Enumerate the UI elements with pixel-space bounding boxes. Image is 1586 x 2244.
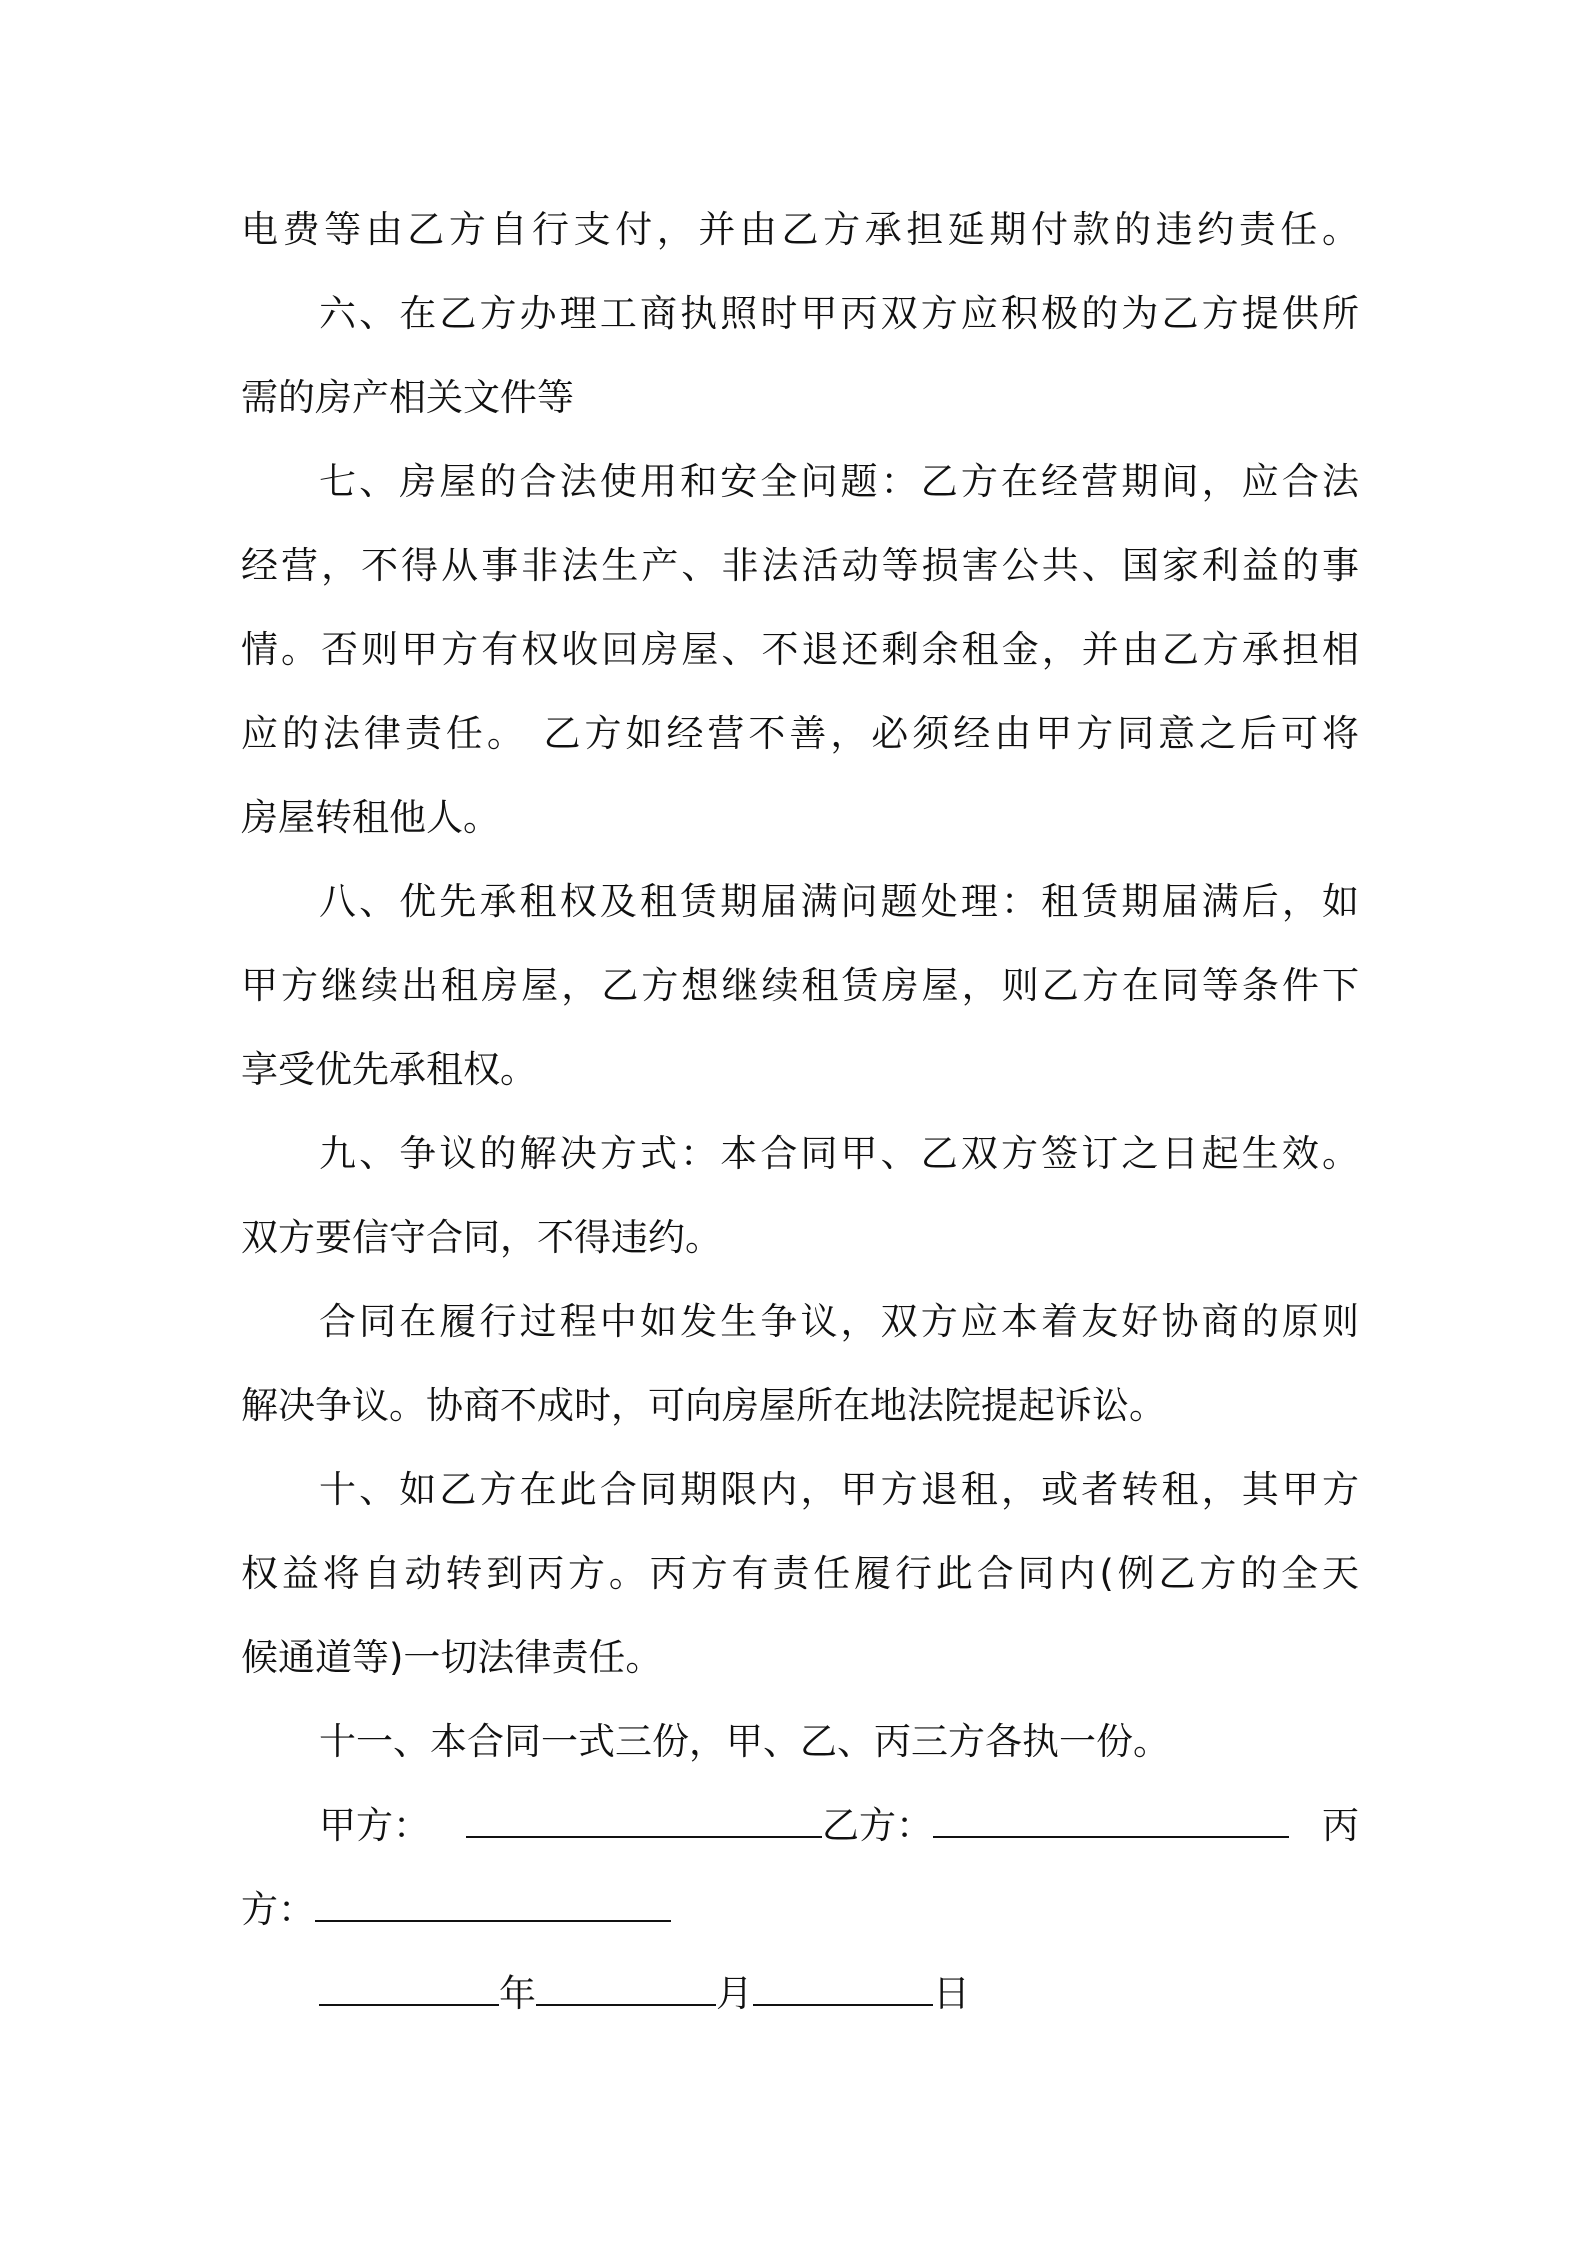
paragraph-line: 解决争议。协商不成时，可向房屋所在地法院提起诉讼。 xyxy=(241,1384,1166,1427)
paragraph-line: 权益将自动转到丙方。丙方有责任履行此合同内(例乙方的全天 xyxy=(241,1552,1359,1595)
year-label: 年 xyxy=(499,1972,536,2015)
paragraph-line: 候通道等)一切法律责任。 xyxy=(241,1636,663,1679)
signature-line-1 xyxy=(241,1784,1359,1868)
party-a-label: 甲方： xyxy=(319,1804,430,1847)
party-a-blank[interactable] xyxy=(466,1806,822,1838)
paragraph-line: 十一、本合同一式三份，甲、乙、丙三方各执一份。 xyxy=(319,1720,1170,1763)
paragraph-line: 六、在乙方办理工商执照时甲丙双方应积极的为乙方提供所 xyxy=(319,292,1359,335)
document-page xyxy=(241,188,1359,2036)
paragraph-line: 应的法律责任。 乙方如经营不善，必须经由甲方同意之后可将 xyxy=(241,712,1359,755)
paragraph-line: 甲方继续出租房屋，乙方想继续租赁房屋，则乙方在同等条件下 xyxy=(241,964,1359,1007)
party-b-label: 乙方： xyxy=(822,1804,933,1847)
signature-line-2 xyxy=(241,1868,1359,1952)
paragraph-line: 情。否则甲方有权收回房屋、不退还剩余租金，并由乙方承担相 xyxy=(241,628,1359,671)
paragraph-line: 十、如乙方在此合同期限内，甲方退租，或者转租，其甲方 xyxy=(319,1468,1359,1511)
paragraph-line: 八、优先承租权及租赁期届满问题处理：租赁期届满后，如 xyxy=(319,880,1359,923)
month-blank[interactable] xyxy=(536,1974,716,2006)
paragraph-line: 合同在履行过程中如发生争议，双方应本着友好协商的原则 xyxy=(319,1300,1359,1343)
day-label: 日 xyxy=(933,1972,970,2015)
paragraph-line: 需的房产相关文件等 xyxy=(241,376,574,419)
paragraph-line: 享受优先承租权。 xyxy=(241,1048,537,1091)
party-b-blank[interactable] xyxy=(933,1806,1289,1838)
party-c-label-part2: 方： xyxy=(241,1888,315,1931)
party-c-label-part1: 丙 xyxy=(1322,1804,1359,1847)
paragraph-line: 七、房屋的合法使用和安全问题：乙方在经营期间，应合法 xyxy=(319,460,1359,503)
paragraph-line: 九、争议的解决方式：本合同甲、乙双方签订之日起生效。 xyxy=(319,1132,1359,1175)
month-label: 月 xyxy=(716,1972,753,2015)
paragraph-line: 房屋转租他人。 xyxy=(241,796,500,839)
paragraph-line: 经营，不得从事非法生产、非法活动等损害公共、国家利益的事 xyxy=(241,544,1359,587)
day-blank[interactable] xyxy=(753,1974,933,2006)
date-line xyxy=(241,1952,1359,2036)
year-blank[interactable] xyxy=(319,1974,499,2006)
paragraph-line: 电费等由乙方自行支付，并由乙方承担延期付款的违约责任。 xyxy=(241,208,1359,251)
party-c-blank[interactable] xyxy=(315,1890,671,1922)
paragraph-line: 双方要信守合同，不得违约。 xyxy=(241,1216,722,1259)
